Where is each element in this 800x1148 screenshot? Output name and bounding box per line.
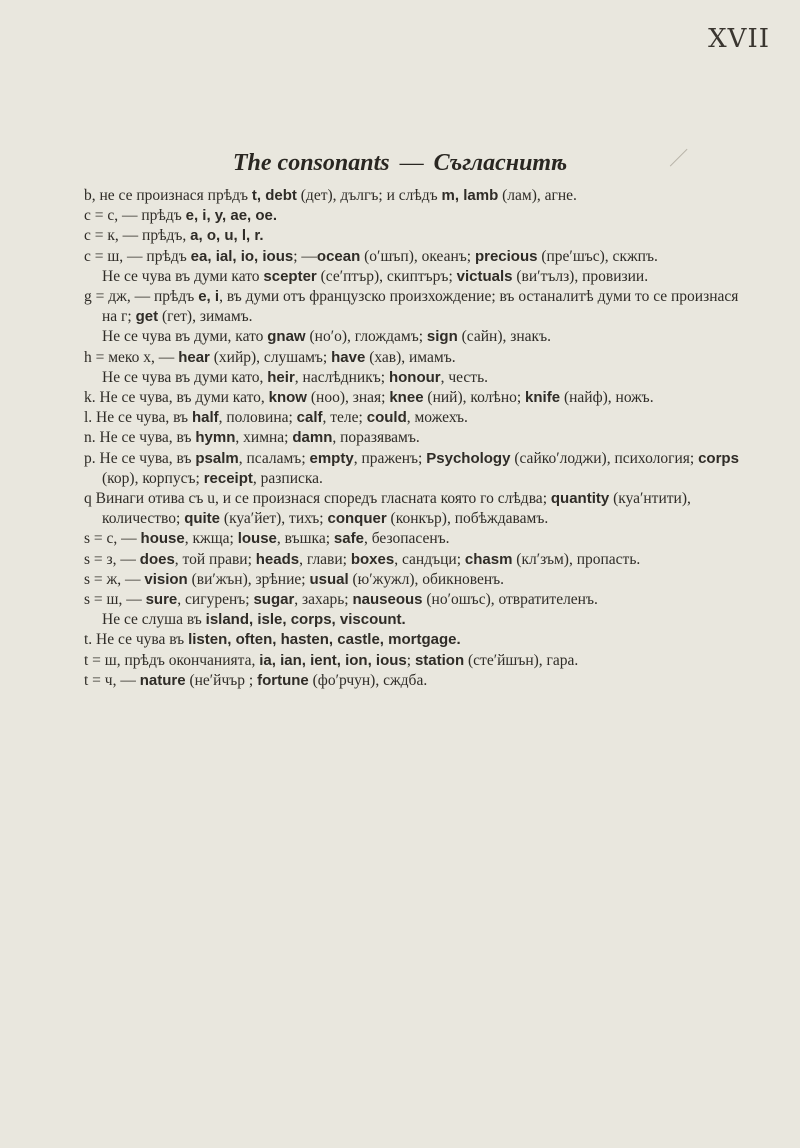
english-example: gnaw (267, 328, 306, 346)
entry-text: Не се чува въ думи като (102, 267, 264, 285)
english-example: hymn (195, 429, 236, 447)
consonant-entry (84, 489, 756, 529)
english-example: have (331, 348, 366, 366)
entry-text: , той прави; (174, 550, 256, 568)
entry-text: (куа′йет), тихъ; (220, 510, 328, 528)
consonant-entry (84, 206, 756, 226)
english-example: get (135, 308, 159, 326)
entry-text: (лам), агне. (498, 187, 577, 204)
english-example: vision (144, 570, 188, 588)
consonant-entry (84, 368, 756, 388)
entry-text: (кл′зъм), пропасть. (512, 550, 641, 568)
english-example: victuals (456, 267, 513, 285)
english-example: Psychology (426, 449, 511, 467)
entry-text: ; — (293, 247, 317, 265)
entry-text: Не се слуша въ (102, 611, 206, 629)
consonant-entry (84, 570, 756, 590)
consonant-entry (84, 287, 756, 327)
entry-text: (куа′нтити), количество; (102, 490, 691, 528)
entry-text: , въ думи отъ французско произхождение; въ останалитѣ думи то се произнася на г; (102, 288, 739, 326)
entry-text: , можехъ. (406, 409, 468, 427)
english-example: receipt (203, 469, 253, 487)
entry-text: ; (406, 651, 415, 669)
english-example: calf (296, 409, 323, 427)
entry-text: b, не се произнася прѣдъ (84, 187, 252, 204)
entry-text: (ний), колѣно; (423, 389, 526, 407)
entry-text: q Винаги отива съ u, и се произнася споредъ гласната която го слѣдва; (84, 490, 551, 508)
consonant-entry (84, 651, 756, 671)
entry-text: (фо′рчун), сждба. (308, 671, 428, 689)
page-number: XVII (708, 24, 770, 54)
entry-text: , кжща; (184, 530, 238, 548)
english-example: fortune (257, 671, 309, 689)
consonant-entry (84, 671, 756, 691)
english-example: island, isle, corps, viscount. (205, 611, 406, 629)
english-example: ocean (316, 247, 361, 265)
entry-text: k. Не се чува, въ думи като, (84, 389, 269, 407)
english-example: know (268, 389, 307, 407)
consonant-entry (84, 529, 756, 549)
entry-text: , сандъци; (394, 550, 465, 568)
english-example: quite (184, 510, 221, 528)
english-example: ea, ial, io, ious (190, 247, 294, 265)
entry-text: h = меко х, — (84, 348, 179, 366)
entry-text: (найф), ножъ. (560, 389, 654, 407)
entry-text: (се′птър), скиптъръ; (316, 267, 457, 285)
entry-text: (не′йчър ; (185, 671, 258, 689)
entry-text: (конкър), побѣждавамъ. (386, 510, 549, 528)
english-example: ia, ian, ient, ion, ious (259, 651, 407, 669)
entry-text: g = дж, — прѣдъ (84, 288, 199, 306)
consonant-entry (84, 550, 756, 570)
entry-text: (хийр), слушамъ; (209, 348, 332, 366)
entry-text: t. Не се чува въ (84, 631, 189, 649)
english-example: t, debt (251, 187, 297, 204)
entry-text: , глави; (299, 550, 351, 568)
consonant-entry (84, 348, 756, 368)
title-english: The consonants (232, 150, 390, 176)
english-example: psalm (195, 449, 239, 467)
entry-text: , наслѣдникъ; (294, 368, 389, 386)
entry-text: (ви′жън), зрѣние; (187, 570, 310, 588)
english-example: quantity (550, 490, 610, 508)
english-example: hear (178, 348, 210, 366)
title-dash: — (399, 150, 424, 176)
entry-text: t = ш, прѣдъ окончанията, (84, 651, 260, 669)
entry-text: , праженъ; (353, 449, 427, 467)
entry-text: c = к, — прѣдъ, (84, 227, 191, 245)
english-example: precious (474, 247, 538, 265)
consonant-entry (84, 186, 756, 206)
entry-text: s = з, — (84, 550, 140, 568)
entry-text: s = с, — (84, 530, 141, 548)
consonant-entry (84, 449, 756, 489)
entry-text: (хав), имамъ. (365, 348, 456, 366)
entry-text: (сайко′лоджи), психология; (510, 449, 699, 467)
entry-text: (гет), зимамъ. (158, 308, 253, 326)
english-example: listen, often, hasten, castle, mortgage. (188, 631, 461, 649)
english-example: knife (525, 389, 561, 407)
consonant-entry (84, 590, 756, 610)
consonant-entry (84, 327, 756, 347)
consonant-entry (84, 388, 756, 408)
entry-text: s = ш, — (84, 591, 146, 609)
entry-text: n. Не се чува, въ (84, 429, 196, 447)
english-example: empty (309, 449, 354, 467)
entry-text: p. Не се чува, въ (84, 449, 196, 467)
entry-text: , псаламъ; (238, 449, 310, 467)
english-example: knee (389, 389, 424, 407)
entry-text: , честь. (440, 368, 489, 386)
english-example: station (414, 651, 465, 669)
entry-text: (ви′тълз), провизии. (512, 267, 649, 285)
entry-text: , въшка; (276, 530, 334, 548)
entry-text: c = c, — прѣдъ (84, 207, 186, 225)
english-example: e, i, y, ae, oe. (185, 207, 278, 225)
english-example: sugar (253, 591, 295, 609)
english-example: louse (237, 530, 277, 548)
english-example: boxes (350, 550, 395, 568)
title-bulgarian: Съгласнитѣ (433, 150, 568, 176)
consonant-entry (84, 267, 756, 287)
english-example: e, i (198, 288, 220, 306)
entry-text: , поразявамъ. (332, 429, 420, 447)
english-example: heir (267, 368, 295, 386)
english-example: heads (255, 550, 300, 568)
english-example: sign (426, 328, 458, 346)
entry-text: (дет), дългъ; и слѣдъ (296, 187, 442, 204)
english-example: conquer (327, 510, 387, 528)
english-example: usual (309, 570, 349, 588)
entry-text: , теле; (322, 409, 367, 427)
entry-text: , разписка. (252, 469, 323, 487)
entry-text: (кор), корпусъ; (102, 469, 204, 487)
english-example: house (140, 530, 185, 548)
consonant-list (84, 186, 756, 691)
consonant-entry (84, 610, 756, 630)
consonant-entry (84, 630, 756, 650)
entry-text: (но′ошъс), отвратителенъ. (422, 591, 598, 609)
consonant-entry (84, 428, 756, 448)
english-example: m, lamb (441, 187, 499, 204)
english-example: does (139, 550, 175, 568)
entry-text: (ноо), зная; (306, 389, 390, 407)
consonant-entry (84, 247, 756, 267)
entry-text: (пре′шъс), скжпъ. (537, 247, 658, 265)
english-example: could (366, 409, 407, 427)
entry-text: , сигуренъ; (177, 591, 254, 609)
english-example: sure (145, 591, 178, 609)
entry-text: Не се чува въ думи като, (102, 368, 268, 386)
english-example: honour (388, 368, 441, 386)
english-example: half (191, 409, 219, 427)
entry-text: Не се чува въ думи, като (102, 328, 268, 346)
entry-text: (но′о), глождамъ; (305, 328, 427, 346)
entry-text: l. Не се чува, въ (84, 409, 192, 427)
entry-text: s = ж, — (84, 570, 145, 588)
entry-text: , половина; (218, 409, 297, 427)
english-example: nauseous (352, 591, 423, 609)
consonant-entry (84, 408, 756, 428)
english-example: safe (333, 530, 364, 548)
entry-text: , безопасенъ. (363, 530, 450, 548)
english-example: scepter (263, 267, 317, 285)
entry-text: (ю′жужл), обикновенъ. (348, 570, 505, 588)
english-example: nature (139, 671, 186, 689)
entry-text: , захарь; (294, 591, 353, 609)
english-example: a, o, u, l, r. (190, 227, 264, 245)
english-example: chasm (464, 550, 513, 568)
entry-text: t = ч, — (84, 671, 140, 689)
entry-text: (сайн), знакъ. (457, 328, 551, 346)
english-example: corps (698, 449, 739, 467)
entry-text: (сте′йшън), гара. (464, 651, 579, 669)
entry-text: , химна; (235, 429, 293, 447)
consonant-entry (84, 226, 756, 246)
english-example: damn (292, 429, 333, 447)
entry-text: c = ш, — прѣдъ (84, 247, 191, 265)
page-title (0, 150, 800, 177)
entry-text: (о′шъп), океанъ; (360, 247, 475, 265)
